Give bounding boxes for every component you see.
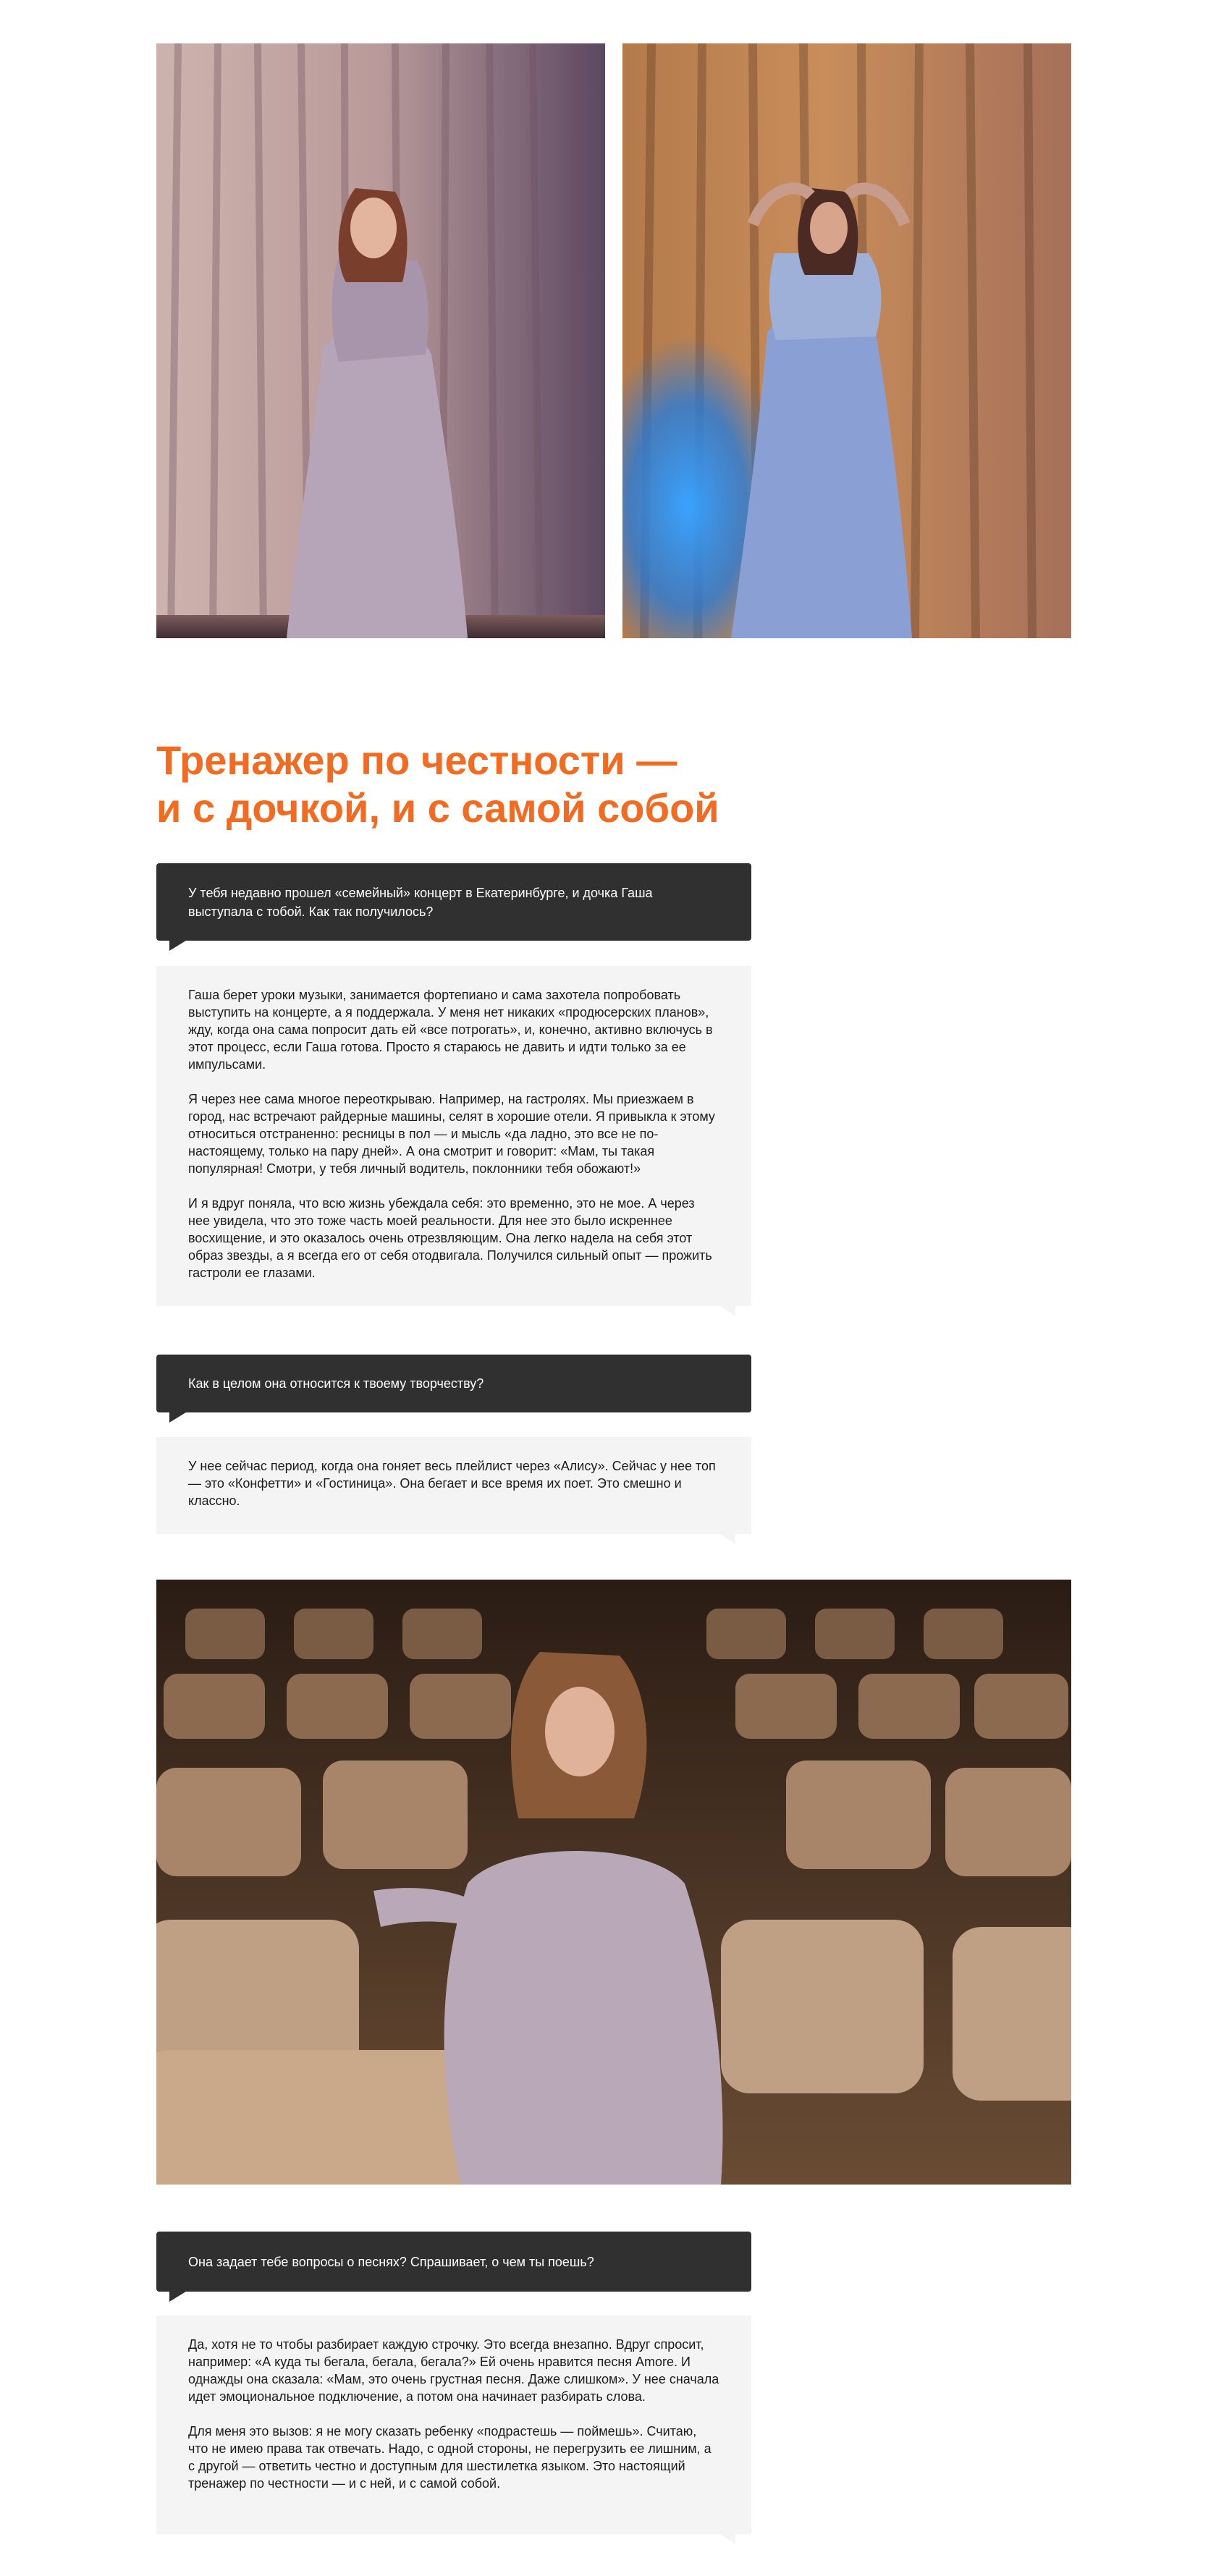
photo-middle [156, 1580, 1071, 2185]
answer-bubble-1 [156, 966, 751, 1306]
question-text-2: Как в целом она относится к твоему творчеству? [188, 1376, 484, 1391]
headline-line-1: Тренажер по честности — [156, 737, 677, 783]
answer-bubble-3 [156, 2316, 751, 2534]
answer-bubble-tail [718, 1305, 735, 1316]
photo-top-right [622, 43, 1071, 638]
answer-paragraph: У нее сейчас период, когда она гоняет весь плейлист через «Алису». Сейчас у нее топ — это «Конфетти» и «Гостиница». Она бегает и все время их поет. Это смешно и классно. [188, 1459, 716, 1508]
question-bubble-tail [169, 1411, 188, 1423]
question-bubble-3 [156, 2232, 751, 2292]
headline-line-2: и с дочкой, и с самой собой [156, 785, 719, 831]
photo-top-left-image [156, 43, 605, 638]
photo-top-left [156, 43, 605, 638]
answer-paragraph: Да, хотя не то чтобы разбирает каждую строчку. Это всегда внезапно. Вдруг спросит, например: «А куда ты бегала, бегала, бегала?» Ей очень нравится песня Amore. И однажды она сказала: «Мам, это очень грустная песня. Даже слишком». У нее сначала идет эмоциональное подключение, а потом она начинает разбирать слова. [188, 2337, 719, 2404]
question-bubble-tail [169, 939, 188, 951]
answer-paragraph: Гаша берет уроки музыки, занимается фортепиано и сама захотела попробовать выступить на концерте, а я поддержала. У меня нет никаких «продюсерских планов», жду, когда она сама попросит дать ей «все потрогать», и, конечно, активно включусь в этот процесс, если Гаша готова. Просто я стараюсь не давить и идти только за ее импульсами. [188, 988, 713, 1072]
section-headline [156, 737, 880, 832]
question-text-1: У тебя недавно прошел «семейный» концерт в Екатеринбурге, и дочка Гаша выступала с тобой. Как так получилось? [188, 885, 653, 919]
question-text-3: Она задает тебе вопросы о песнях? Спрашивает, о чем ты поешь? [188, 2254, 594, 2269]
answer-bubble-tail [718, 2533, 735, 2544]
question-bubble-tail [169, 2290, 188, 2302]
answer-bubble-tail [718, 1533, 735, 1544]
photo-top-right-image [622, 43, 1071, 638]
photo-middle-image [156, 1580, 1071, 2185]
answer-bubble-2 [156, 1437, 751, 1534]
answer-paragraph: И я вдруг поняла, что всю жизнь убеждала себя: это временно, это не мое. А через нее увидела, что это тоже часть моей реальности. Для нее это было искреннее восхищение, и это оказалось очень отрезвляющим. Она легко надела на себя этот образ звезды, а я всегда его от себя отодвигала. Получился сильный опыт — прожить гастроли ее глазами. [188, 1196, 712, 1280]
answer-paragraph: Для меня это вызов: я не могу сказать ребенку «подрастешь — поймешь». Считаю, что не имею права так отвечать. Надо, с одной стороны, не перегрузить ее лишним, а с другой — ответить честно и доступным для шестилетка языком. Это настоящий тренажер по честности — и с ней, и с самой собой. [188, 2424, 712, 2491]
answer-paragraph: Я через нее сама многое переоткрываю. Например, на гастролях. Мы приезжаем в город, нас встречают райдерные машины, селят в хорошие отели. Я привыкла к этому относиться отстраненно: ресницы в пол — и мысль «да ладно, это все не по-настоящему, только на пару дней». А она смотрит и говорит: «Мам, ты такая популярная! Смотри, у тебя личный водитель, поклонники тебя обожают!» [188, 1092, 715, 1176]
question-bubble-2 [156, 1355, 751, 1412]
question-bubble-1 [156, 863, 751, 941]
